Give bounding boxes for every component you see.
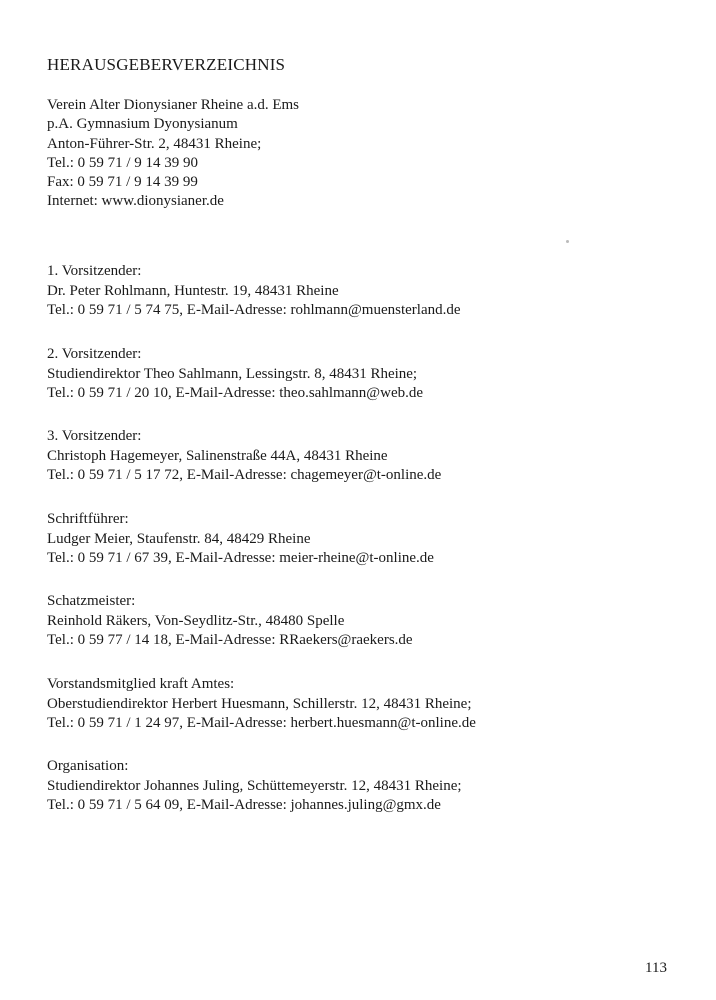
publisher-phone: Tel.: 0 59 71 / 9 14 39 90 (47, 154, 199, 171)
section-contact: Tel.: 0 59 71 / 5 74 75, E-Mail-Adresse: rohlmann@muensterland.de (47, 302, 461, 318)
section-treasurer (47, 592, 413, 651)
section-contact: Tel.: 0 59 77 / 14 18, E-Mail-Adresse: RRaekers@raekers.de (47, 632, 413, 648)
publisher-care-of: p.A. Gymnasium Dyonysianum (47, 116, 238, 133)
section-contact: Tel.: 0 59 71 / 5 64 09, E-Mail-Adresse: johannes.juling@gmx.de (47, 797, 441, 813)
section-board-member-ex-officio (47, 675, 476, 734)
section-role: Schatzmeister: (47, 593, 136, 609)
publisher-name: Verein Alter Dionysianer Rheine a.d. Ems (47, 97, 300, 113)
section-contact: Tel.: 0 59 71 / 20 10, E-Mail-Adresse: theo.sahlmann@web.de (47, 385, 424, 401)
section-role: 1. Vorsitzender: (47, 263, 142, 279)
section-address: Reinhold Räkers, Von-Seydlitz-Str., 48480 Spelle (47, 612, 345, 629)
scan-speck (566, 240, 569, 243)
section-address: Ludger Meier, Staufenstr. 84, 48429 Rheine (47, 530, 311, 547)
section-contact: Tel.: 0 59 71 / 5 17 72, E-Mail-Adresse: chagemeyer@t-online.de (47, 467, 442, 483)
publisher-address: Anton-Führer-Str. 2, 48431 Rheine; (47, 135, 262, 152)
section-organisation (47, 757, 462, 816)
section-contact: Tel.: 0 59 71 / 1 24 97, E-Mail-Adresse: herbert.huesmann@t-online.de (47, 715, 476, 731)
section-role: Organisation: (47, 758, 129, 774)
section-address: Oberstudiendirektor Herbert Huesmann, Schillerstr. 12, 48431 Rheine; (47, 695, 472, 712)
section-address: Studiendirektor Johannes Juling, Schüttemeyerstr. 12, 48431 Rheine; (47, 777, 462, 794)
section-address: Christoph Hagemeyer, Salinenstraße 44A, 48431 Rheine (47, 447, 388, 464)
section-secretary (47, 510, 434, 569)
section-address: Dr. Peter Rohlmann, Huntestr. 19, 48431 Rheine (47, 282, 339, 299)
section-role: Schriftführer: (47, 511, 129, 527)
publisher-website[interactable]: Internet: www.dionysianer.de (47, 193, 224, 210)
page-number: 113 (645, 960, 667, 976)
section-role: 2. Vorsitzender: (47, 346, 142, 362)
section-contact: Tel.: 0 59 71 / 67 39, E-Mail-Adresse: meier-rheine@t-online.de (47, 550, 434, 566)
section-chairman-2 (47, 345, 423, 404)
publisher-block (47, 96, 299, 212)
section-chairman-3 (47, 427, 441, 486)
section-address: Studiendirektor Theo Sahlmann, Lessingstr. 8, 48431 Rheine; (47, 365, 418, 382)
section-chairman-1 (47, 262, 461, 321)
section-role: Vorstandsmitglied kraft Amtes: (47, 676, 235, 692)
page-title: HERAUSGEBERVERZEICHNIS (47, 55, 286, 74)
section-role: 3. Vorsitzender: (47, 428, 142, 444)
publisher-fax: Fax: 0 59 71 / 9 14 39 99 (47, 174, 198, 191)
